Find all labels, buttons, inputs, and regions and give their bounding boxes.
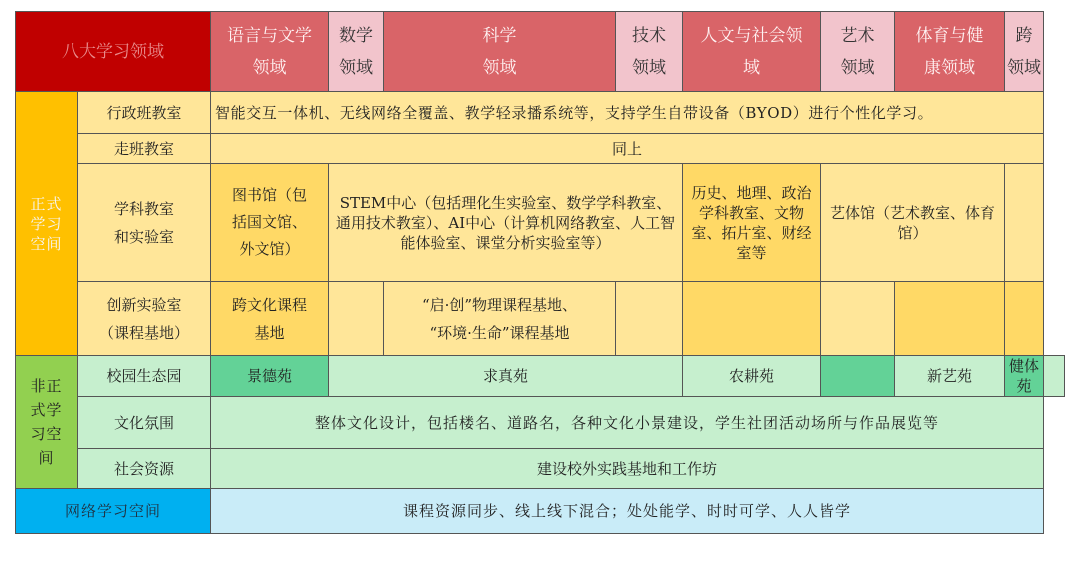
domain-label-line1: 数学 <box>339 25 373 46</box>
domain-label-line2: 领域 <box>482 57 517 78</box>
label-line: 间 <box>38 449 55 467</box>
domain-label-line2: 领域 <box>339 57 373 78</box>
label-line: “启·创”物理课程基地、 <box>421 295 578 314</box>
row-culture <box>16 397 1065 449</box>
cross-culture-base-cell <box>211 282 329 356</box>
physics-base-cell <box>384 282 616 356</box>
formal-space-label <box>16 92 78 356</box>
stem-center-cell: STEM中心（包括理化生实验室、数学学科教室、通用技术教室）、AI中心（计算机网络教室、人工智能体验室、课堂分析实验室等） <box>329 164 683 282</box>
domain-technology <box>616 12 683 92</box>
online-space-desc: 课程资源同步、线上线下混合；处处能学、时时可学、人人皆学 <box>211 489 1044 534</box>
label-line: 图书馆（包 <box>231 186 307 204</box>
label-line: 和实验室 <box>113 227 174 246</box>
domain-label-line1: 技术 <box>632 25 666 46</box>
domain-language <box>211 12 329 92</box>
domain-label-line1: 语言与文学 <box>227 25 312 46</box>
row-social-resources <box>16 449 1065 489</box>
library-cell <box>211 164 329 282</box>
label-line: 括国文馆、 <box>231 213 307 231</box>
humanities-rooms-cell: 历史、地理、政治学科教室、文物室、拓片室、财经室等 <box>683 164 821 282</box>
domain-label-line2: 领域 <box>632 57 666 78</box>
empty-cell <box>1005 282 1044 356</box>
informal-space-label <box>16 356 78 489</box>
art-sports-hall-cell: 艺体馆（艺术教室、体育馆） <box>821 164 1005 282</box>
domain-label-line2: 域 <box>743 57 760 78</box>
row-subject-rooms <box>16 164 1065 282</box>
row-admin-classroom <box>16 92 1065 134</box>
admin-classroom-label: 行政班教室 <box>78 92 211 134</box>
culture-desc: 整体文化设计，包括楼名、道路名，各种文化小景建设，学生社团活动场所与作品展览等 <box>211 397 1044 449</box>
empty-cell <box>616 282 683 356</box>
admin-classroom-desc: 智能交互一体机、无线网络全覆盖、教学轻录播系统等，支持学生自带设备（BYOD）进行个性化学习。 <box>211 92 1044 134</box>
domain-science <box>384 12 616 92</box>
social-resources-desc: 建设校外实践基地和工作坊 <box>211 449 1044 489</box>
jingde-garden-cell: 景德苑 <box>211 356 329 397</box>
innovation-labs-label <box>78 282 211 356</box>
domain-label-line2: 领域 <box>252 57 287 78</box>
empty-cell <box>895 282 1005 356</box>
label-line: 习空 <box>30 425 63 443</box>
label-line: 跨文化课程 <box>231 295 307 314</box>
social-resources-label: 社会资源 <box>78 449 211 489</box>
domain-art <box>821 12 895 92</box>
domain-label-line1: 人文与社会领 <box>700 25 803 46</box>
mobile-classroom-label: 走班教室 <box>78 134 211 164</box>
qiuzhen-garden-cell: 求真苑 <box>329 356 683 397</box>
empty-cell <box>683 282 821 356</box>
domain-label-line2: 领域 <box>840 57 875 78</box>
empty-cell <box>821 282 895 356</box>
domain-math <box>329 12 384 92</box>
empty-cell <box>1044 356 1065 397</box>
culture-label: 文化氛围 <box>78 397 211 449</box>
mobile-classroom-desc: 同上 <box>211 134 1044 164</box>
xinyi-garden-cell: 新艺苑 <box>895 356 1005 397</box>
domain-cross <box>1005 12 1044 92</box>
eco-garden-label: 校园生态园 <box>78 356 211 397</box>
domain-sports <box>895 12 1005 92</box>
header-row <box>16 12 1065 92</box>
row-mobile-classroom <box>16 134 1065 164</box>
domain-label-line1: 科学 <box>482 25 517 46</box>
label-line: 外文馆） <box>239 240 300 258</box>
learning-space-table-wrapper <box>15 11 1065 534</box>
domain-label-line1: 艺术 <box>840 25 875 46</box>
empty-cell <box>821 356 895 397</box>
label-line: 创新实验室 <box>106 295 182 314</box>
row-innovation-labs <box>16 282 1065 356</box>
label-line: 正式 <box>30 194 63 213</box>
row-online <box>16 489 1065 534</box>
domain-label-line2: 康领域 <box>924 57 975 78</box>
row-eco-garden <box>16 356 1065 397</box>
table-title: 八大学习领域 <box>16 12 211 92</box>
nonggeng-garden-cell: 农耕苑 <box>683 356 821 397</box>
subject-rooms-label <box>78 164 211 282</box>
online-space-label: 网络学习空间 <box>16 489 211 534</box>
domain-label-line2: 领域 <box>1007 57 1041 78</box>
empty-cell <box>329 282 384 356</box>
domain-humanities <box>683 12 821 92</box>
domain-label-line1: 体育与健 <box>915 25 984 46</box>
label-line: 式学 <box>30 401 63 419</box>
jianti-garden-cell: 健体苑 <box>1005 356 1044 397</box>
label-line: 基地 <box>254 323 285 342</box>
domain-label-line1: 跨 <box>1015 25 1033 46</box>
learning-space-table <box>15 11 1065 534</box>
label-line: 学科教室 <box>113 199 174 218</box>
label-line: “环境·生命”课程基地 <box>429 323 570 342</box>
label-line: 空间 <box>30 234 63 253</box>
label-line: （课程基地） <box>98 323 189 342</box>
label-line: 非正 <box>30 377 63 395</box>
label-line: 学习 <box>30 214 63 233</box>
empty-cell <box>1005 164 1044 282</box>
